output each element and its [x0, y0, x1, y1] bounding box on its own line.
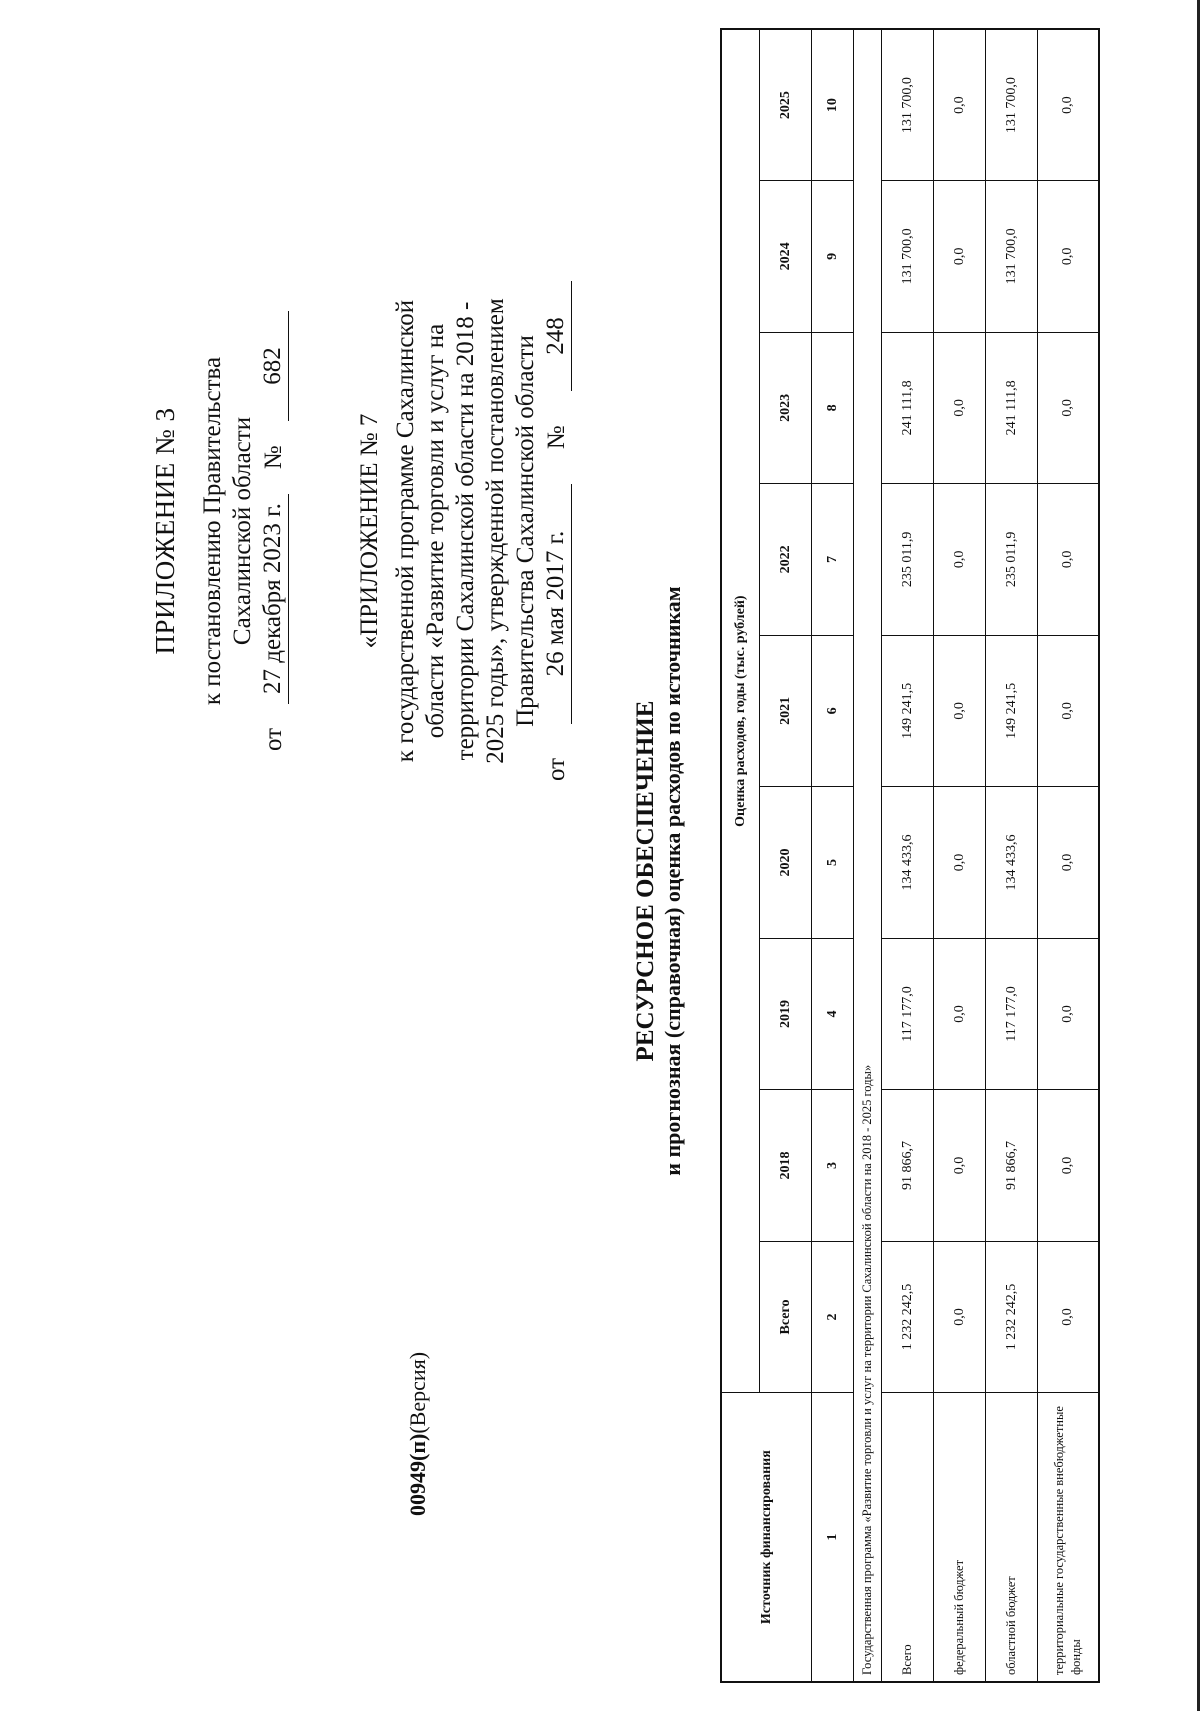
table-cell: 134 433,6 [985, 787, 1037, 939]
table-cell: 0,0 [933, 181, 985, 333]
table-cell: 0,0 [933, 29, 985, 181]
table-cell: 0,0 [933, 1241, 985, 1393]
table-cell: 241 111,8 [881, 332, 933, 484]
program-line-4: 2025 годы», утвержденной постановлением [482, 298, 509, 764]
table-cell: 117 177,0 [985, 938, 1037, 1090]
table-cell: 149 241,5 [881, 635, 933, 787]
decree-number-label: № [260, 445, 287, 470]
col-number: 5 [811, 787, 853, 939]
col-header-2023: 2023 [759, 332, 811, 484]
table-cell: 0,0 [1037, 332, 1099, 484]
document-code [405, 1352, 431, 1516]
table-cell: 131 700,0 [881, 181, 933, 333]
table-cell: 131 700,0 [985, 181, 1037, 333]
decree-header [150, 311, 289, 751]
table-row [881, 29, 933, 1682]
table-cell: 0,0 [1037, 787, 1099, 939]
col-number: 8 [811, 332, 853, 484]
col-header-2020: 2020 [759, 787, 811, 939]
table-cell: 91 866,7 [881, 1090, 933, 1242]
table-cell: 117 177,0 [881, 938, 933, 1090]
column-number-row [811, 29, 853, 1682]
program-title: «ПРИЛОЖЕНИЕ № 7 [356, 413, 383, 649]
table-cell: 0,0 [933, 1090, 985, 1242]
row-label: областной бюджет [985, 1393, 1037, 1682]
col-number: 3 [811, 1090, 853, 1242]
col-header-total: Всего [759, 1241, 811, 1393]
decree-title: ПРИЛОЖЕНИЕ № 3 [150, 407, 180, 655]
col-number: 4 [811, 938, 853, 1090]
program-line-3: территории Сахалинской области на 2018 - [452, 301, 479, 761]
decree-line-1: к постановлению Правительства [199, 356, 226, 706]
document-title-line-2: и прогнозная (справочная) оценка расходов по источникам [660, 586, 685, 1176]
table-cell: 0,0 [933, 787, 985, 939]
program-name: Государственная программа «Развитие торговли и услуг на территории Сахалинской области на 2018 - 2025 годы» [853, 29, 881, 1682]
program-line-1: к государственной программе Сахалинской [392, 299, 419, 763]
table-row [1037, 29, 1099, 1682]
col-header-2019: 2019 [759, 938, 811, 1090]
program-number: 248 [541, 281, 572, 391]
program-date-row [541, 281, 572, 781]
program-number-label: № [543, 425, 570, 450]
table-cell: 0,0 [933, 635, 985, 787]
source-header: Источник финансирования [721, 1393, 811, 1682]
document-version: (Версия) [405, 1351, 430, 1434]
program-line-2: области «Развитие торговли и услуг на [422, 323, 449, 739]
table-cell: 0,0 [1037, 635, 1099, 787]
document-title-line-1: РЕСУРСНОЕ ОБЕСПЕЧЕНИЕ [632, 700, 659, 1062]
program-row [853, 29, 881, 1682]
col-number: 10 [811, 29, 853, 181]
col-number: 9 [811, 181, 853, 333]
table-cell: 131 700,0 [985, 29, 1037, 181]
row-label: территориальные государственные внебюджетные фонды [1037, 1393, 1099, 1682]
col-header-2018: 2018 [759, 1090, 811, 1242]
table-cell: 134 433,6 [881, 787, 933, 939]
col-header-2021: 2021 [759, 635, 811, 787]
program-line-5: Правительства Сахалинской области [512, 335, 539, 727]
col-number: 2 [811, 1241, 853, 1393]
col-number: 1 [811, 1393, 853, 1682]
decree-line-2: Сахалинской области [229, 416, 256, 646]
table-cell: 0,0 [1037, 938, 1099, 1090]
table-cell: 0,0 [1037, 29, 1099, 181]
table-cell: 0,0 [933, 332, 985, 484]
row-label: федеральный бюджет [933, 1393, 985, 1682]
col-header-2025: 2025 [759, 29, 811, 181]
decree-number: 682 [258, 311, 289, 421]
table-cell: 1 232 242,5 [881, 1241, 933, 1393]
table-cell: 131 700,0 [881, 29, 933, 181]
table-cell: 235 011,9 [881, 484, 933, 636]
col-header-2024: 2024 [759, 181, 811, 333]
table-cell: 0,0 [1037, 181, 1099, 333]
table-cell: 241 111,8 [985, 332, 1037, 484]
table-row [933, 29, 985, 1682]
table-cell: 0,0 [933, 938, 985, 1090]
estimate-group-header: Оценка расходов, годы (тыс. рублей) [721, 29, 759, 1393]
table-cell: 0,0 [1037, 1241, 1099, 1393]
document-title [632, 481, 686, 1281]
decree-date-row [258, 311, 289, 751]
table-cell: 149 241,5 [985, 635, 1037, 787]
col-number: 7 [811, 484, 853, 636]
table-cell: 0,0 [1037, 1090, 1099, 1242]
document-code-number: 00949(п) [405, 1433, 430, 1516]
decree-date: 27 декабря 2023 г. [258, 494, 289, 704]
program-from-label: от [543, 757, 570, 781]
table-cell: 0,0 [1037, 484, 1099, 636]
resource-table [720, 28, 1100, 1683]
table-row [985, 29, 1037, 1682]
table-cell: 0,0 [933, 484, 985, 636]
program-date: 26 мая 2017 г. [541, 484, 572, 724]
decree-from-label: от [260, 727, 287, 751]
col-header-2022: 2022 [759, 484, 811, 636]
row-label: Всего [881, 1393, 933, 1682]
table-cell: 235 011,9 [985, 484, 1037, 636]
table-cell: 91 866,7 [985, 1090, 1037, 1242]
program-header [355, 281, 572, 781]
table-cell: 1 232 242,5 [985, 1241, 1037, 1393]
col-number: 6 [811, 635, 853, 787]
